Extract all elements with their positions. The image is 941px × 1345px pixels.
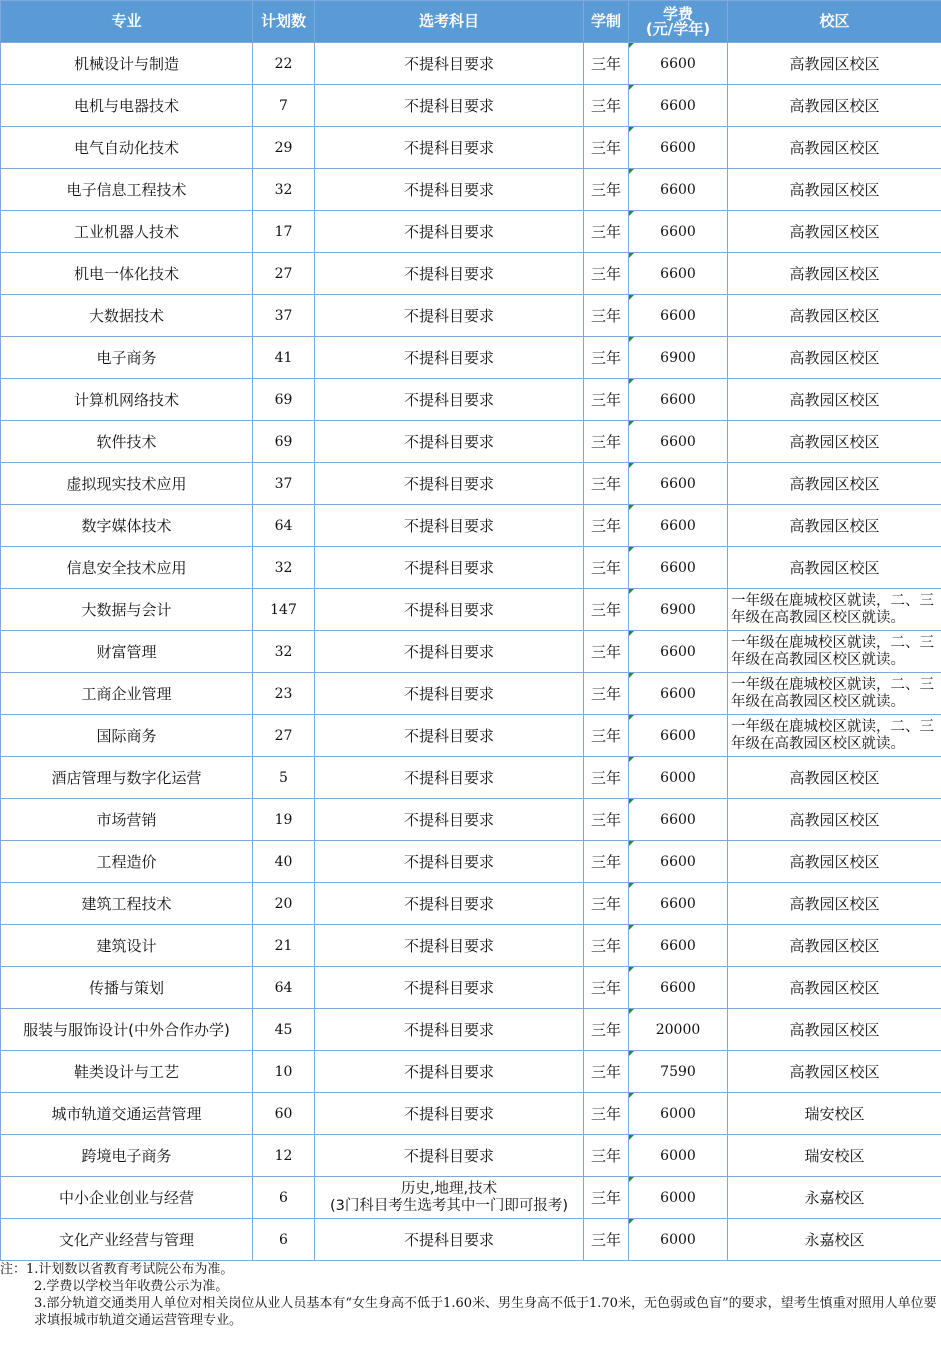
table-row	[1, 883, 941, 925]
plan-cell: 69	[253, 379, 315, 421]
duration-cell: 三年	[584, 1009, 629, 1051]
cell-marker-icon	[629, 337, 634, 342]
plan-cell: 29	[253, 127, 315, 169]
duration-cell: 三年	[584, 883, 629, 925]
note-1: 注：1.计划数以省教育考试院公布为准。	[0, 1262, 234, 1277]
duration-cell: 三年	[584, 295, 629, 337]
subjects-cell: 不提科目要求	[315, 1051, 584, 1093]
table-body	[1, 43, 941, 1261]
campus-cell: 高教园区校区	[728, 547, 941, 589]
header-campus: 校区	[728, 1, 941, 43]
plan-cell: 19	[253, 799, 315, 841]
header-fee-line2: (元/学年)	[645, 19, 711, 38]
header-major: 专业	[1, 1, 253, 43]
fee-cell	[629, 589, 728, 631]
fee-value: 6900	[660, 349, 696, 366]
duration-cell: 三年	[584, 337, 629, 379]
table-row	[1, 757, 941, 799]
major-cell: 文化产业经营与管理	[1, 1219, 253, 1261]
cell-marker-icon	[629, 1009, 634, 1014]
subjects-cell: 不提科目要求	[315, 589, 584, 631]
campus-cell: 高教园区校区	[728, 799, 941, 841]
duration-cell: 三年	[584, 1051, 629, 1093]
cell-marker-icon	[629, 967, 634, 972]
major-cell: 鞋类设计与工艺	[1, 1051, 253, 1093]
major-cell: 服装与服饰设计(中外合作办学)	[1, 1009, 253, 1051]
fee-cell	[629, 505, 728, 547]
cell-marker-icon	[629, 505, 634, 510]
table-row	[1, 1051, 941, 1093]
major-cell: 电子信息工程技术	[1, 169, 253, 211]
subjects-cell: 不提科目要求	[315, 1093, 584, 1135]
campus-cell: 永嘉校区	[728, 1219, 941, 1261]
fee-value: 6600	[660, 307, 696, 324]
fee-value: 6600	[660, 139, 696, 156]
fee-value: 6600	[660, 895, 696, 912]
fee-cell	[629, 925, 728, 967]
plan-cell: 32	[253, 547, 315, 589]
plan-cell: 32	[253, 169, 315, 211]
cell-marker-icon	[629, 1177, 634, 1182]
duration-cell: 三年	[584, 421, 629, 463]
fee-value: 6600	[660, 223, 696, 240]
fee-cell	[629, 715, 728, 757]
campus-cell: 一年级在鹿城校区就读，二、三年级在高教园区校区就读。	[728, 715, 941, 757]
campus-cell: 高教园区校区	[728, 295, 941, 337]
cell-marker-icon	[629, 1219, 634, 1224]
plan-cell: 37	[253, 295, 315, 337]
campus-cell: 高教园区校区	[728, 85, 941, 127]
fee-cell	[629, 1093, 728, 1135]
duration-cell: 三年	[584, 757, 629, 799]
plan-cell: 60	[253, 1093, 315, 1135]
duration-cell: 三年	[584, 673, 629, 715]
fee-cell	[629, 673, 728, 715]
subjects-cell: 不提科目要求	[315, 631, 584, 673]
campus-cell: 高教园区校区	[728, 883, 941, 925]
campus-cell: 高教园区校区	[728, 43, 941, 85]
duration-cell: 三年	[584, 967, 629, 1009]
major-cell: 酒店管理与数字化运营	[1, 757, 253, 799]
duration-cell: 三年	[584, 1219, 629, 1261]
subjects-cell: 不提科目要求	[315, 1009, 584, 1051]
fee-cell	[629, 463, 728, 505]
fee-value: 6900	[660, 601, 696, 618]
fee-cell	[629, 841, 728, 883]
major-cell: 虚拟现实技术应用	[1, 463, 253, 505]
campus-cell: 高教园区校区	[728, 841, 941, 883]
duration-cell: 三年	[584, 169, 629, 211]
subjects-cell: 不提科目要求	[315, 169, 584, 211]
fee-value: 6600	[660, 979, 696, 996]
plan-cell: 64	[253, 505, 315, 547]
header-fee-line1: 学费	[662, 4, 693, 23]
fee-value: 6600	[660, 433, 696, 450]
fee-value: 6600	[660, 475, 696, 492]
cell-marker-icon	[629, 589, 634, 594]
major-cell: 工商企业管理	[1, 673, 253, 715]
table-row	[1, 505, 941, 547]
fee-value: 6600	[660, 559, 696, 576]
duration-cell: 三年	[584, 589, 629, 631]
cell-marker-icon	[629, 85, 634, 90]
plan-cell: 17	[253, 211, 315, 253]
fee-value: 6600	[660, 97, 696, 114]
subjects-cell: 不提科目要求	[315, 463, 584, 505]
subjects-cell: 不提科目要求	[315, 253, 584, 295]
major-cell: 传播与策划	[1, 967, 253, 1009]
header-fee	[629, 1, 728, 43]
notes	[0, 1261, 941, 1329]
cell-marker-icon	[629, 169, 634, 174]
major-cell: 中小企业创业与经营	[1, 1177, 253, 1219]
campus-cell: 瑞安校区	[728, 1135, 941, 1177]
table-row	[1, 1093, 941, 1135]
table-row	[1, 463, 941, 505]
campus-cell: 高教园区校区	[728, 169, 941, 211]
campus-cell: 高教园区校区	[728, 211, 941, 253]
duration-cell: 三年	[584, 505, 629, 547]
major-cell: 机械设计与制造	[1, 43, 253, 85]
cell-marker-icon	[629, 1135, 634, 1140]
major-cell: 机电一体化技术	[1, 253, 253, 295]
duration-cell: 三年	[584, 925, 629, 967]
duration-cell: 三年	[584, 547, 629, 589]
table-row	[1, 1177, 941, 1219]
fee-cell	[629, 211, 728, 253]
fee-cell	[629, 1051, 728, 1093]
campus-cell: 瑞安校区	[728, 1093, 941, 1135]
table-row	[1, 715, 941, 757]
cell-marker-icon	[629, 799, 634, 804]
subjects-cell: 不提科目要求	[315, 127, 584, 169]
major-cell: 电气自动化技术	[1, 127, 253, 169]
header-duration: 学制	[584, 1, 629, 43]
campus-cell: 高教园区校区	[728, 967, 941, 1009]
plan-cell: 40	[253, 841, 315, 883]
subjects-cell: 不提科目要求	[315, 337, 584, 379]
duration-cell: 三年	[584, 1093, 629, 1135]
table-row	[1, 841, 941, 883]
plan-cell: 69	[253, 421, 315, 463]
subjects-line1: 历史,地理,技术	[400, 1180, 498, 1197]
plan-cell: 21	[253, 925, 315, 967]
subjects-cell: 不提科目要求	[315, 799, 584, 841]
header-subjects: 选考科目	[315, 1, 584, 43]
cell-marker-icon	[629, 127, 634, 132]
major-cell: 电机与电器技术	[1, 85, 253, 127]
campus-cell: 高教园区校区	[728, 1051, 941, 1093]
fee-value: 6000	[660, 1105, 696, 1122]
plan-cell: 6	[253, 1177, 315, 1219]
fee-cell	[629, 547, 728, 589]
fee-cell	[629, 379, 728, 421]
plan-cell: 12	[253, 1135, 315, 1177]
major-cell: 建筑工程技术	[1, 883, 253, 925]
fee-value: 6000	[660, 1147, 696, 1164]
subjects-cell: 不提科目要求	[315, 295, 584, 337]
fee-value: 6600	[660, 517, 696, 534]
subjects-cell: 不提科目要求	[315, 1135, 584, 1177]
fee-value: 6600	[660, 391, 696, 408]
fee-value: 6600	[660, 265, 696, 282]
major-cell: 国际商务	[1, 715, 253, 757]
fee-value: 6600	[660, 853, 696, 870]
table-row	[1, 211, 941, 253]
duration-cell: 三年	[584, 127, 629, 169]
subjects-cell: 不提科目要求	[315, 967, 584, 1009]
duration-cell: 三年	[584, 253, 629, 295]
plan-cell: 41	[253, 337, 315, 379]
cell-marker-icon	[629, 631, 634, 636]
duration-cell: 三年	[584, 1135, 629, 1177]
duration-cell: 三年	[584, 1177, 629, 1219]
fee-value: 6600	[660, 181, 696, 198]
table-row	[1, 547, 941, 589]
campus-cell: 高教园区校区	[728, 337, 941, 379]
table-row	[1, 295, 941, 337]
campus-cell: 高教园区校区	[728, 757, 941, 799]
plan-cell: 10	[253, 1051, 315, 1093]
fee-cell	[629, 1177, 728, 1219]
campus-cell: 一年级在鹿城校区就读，二、三年级在高教园区校区就读。	[728, 673, 941, 715]
cell-marker-icon	[629, 757, 634, 762]
fee-cell	[629, 127, 728, 169]
campus-cell: 高教园区校区	[728, 505, 941, 547]
fee-cell	[629, 253, 728, 295]
cell-marker-icon	[629, 1051, 634, 1056]
plan-cell: 23	[253, 673, 315, 715]
fee-cell	[629, 85, 728, 127]
subjects-cell	[315, 1177, 584, 1219]
major-cell: 电子商务	[1, 337, 253, 379]
duration-cell: 三年	[584, 463, 629, 505]
cell-marker-icon	[629, 673, 634, 678]
cell-marker-icon	[629, 883, 634, 888]
fee-cell	[629, 421, 728, 463]
subjects-cell: 不提科目要求	[315, 379, 584, 421]
plan-cell: 45	[253, 1009, 315, 1051]
cell-marker-icon	[629, 253, 634, 258]
fee-cell	[629, 295, 728, 337]
campus-cell: 高教园区校区	[728, 1009, 941, 1051]
major-cell: 工业机器人技术	[1, 211, 253, 253]
campus-cell: 高教园区校区	[728, 253, 941, 295]
campus-cell: 高教园区校区	[728, 379, 941, 421]
fee-cell	[629, 1219, 728, 1261]
major-cell: 工程造价	[1, 841, 253, 883]
cell-marker-icon	[629, 295, 634, 300]
duration-cell: 三年	[584, 43, 629, 85]
fee-cell	[629, 799, 728, 841]
major-cell: 大数据与会计	[1, 589, 253, 631]
fee-cell	[629, 883, 728, 925]
subjects-cell: 不提科目要求	[315, 715, 584, 757]
fee-value: 6600	[660, 55, 696, 72]
major-cell: 市场营销	[1, 799, 253, 841]
plan-cell: 6	[253, 1219, 315, 1261]
major-cell: 建筑设计	[1, 925, 253, 967]
plan-cell: 20	[253, 883, 315, 925]
fee-value: 6600	[660, 643, 696, 660]
subjects-cell: 不提科目要求	[315, 211, 584, 253]
fee-cell	[629, 1135, 728, 1177]
plan-cell: 147	[253, 589, 315, 631]
table-row	[1, 925, 941, 967]
cell-marker-icon	[629, 547, 634, 552]
fee-cell	[629, 1009, 728, 1051]
plan-cell: 64	[253, 967, 315, 1009]
table-row	[1, 799, 941, 841]
plan-cell: 5	[253, 757, 315, 799]
duration-cell: 三年	[584, 715, 629, 757]
note-2: 2.学费以学校当年收费公示为准。	[34, 1279, 229, 1294]
table-row	[1, 43, 941, 85]
campus-cell: 高教园区校区	[728, 925, 941, 967]
cell-marker-icon	[629, 715, 634, 720]
fee-cell	[629, 169, 728, 211]
subjects-cell: 不提科目要求	[315, 673, 584, 715]
table-row	[1, 421, 941, 463]
subjects-cell: 不提科目要求	[315, 757, 584, 799]
plan-cell: 27	[253, 253, 315, 295]
cell-marker-icon	[629, 1093, 634, 1098]
table-row	[1, 169, 941, 211]
cell-marker-icon	[629, 421, 634, 426]
cell-marker-icon	[629, 925, 634, 930]
plan-cell: 7	[253, 85, 315, 127]
subjects-cell: 不提科目要求	[315, 1219, 584, 1261]
fee-cell	[629, 631, 728, 673]
campus-cell: 高教园区校区	[728, 463, 941, 505]
subjects-cell: 不提科目要求	[315, 505, 584, 547]
campus-cell: 一年级在鹿城校区就读，二、三年级在高教园区校区就读。	[728, 589, 941, 631]
major-cell: 城市轨道交通运营管理	[1, 1093, 253, 1135]
major-cell: 跨境电子商务	[1, 1135, 253, 1177]
fee-value: 7590	[660, 1063, 696, 1080]
fee-value: 6600	[660, 811, 696, 828]
subjects-cell: 不提科目要求	[315, 925, 584, 967]
plan-cell: 37	[253, 463, 315, 505]
major-cell: 财富管理	[1, 631, 253, 673]
table-row	[1, 85, 941, 127]
header-plan: 计划数	[253, 1, 315, 43]
cell-marker-icon	[629, 841, 634, 846]
fee-cell	[629, 967, 728, 1009]
campus-cell: 高教园区校区	[728, 421, 941, 463]
campus-cell: 一年级在鹿城校区就读，二、三年级在高教园区校区就读。	[728, 631, 941, 673]
cell-marker-icon	[629, 43, 634, 48]
plan-cell: 22	[253, 43, 315, 85]
table-row	[1, 1219, 941, 1261]
duration-cell: 三年	[584, 85, 629, 127]
table-row	[1, 631, 941, 673]
duration-cell: 三年	[584, 631, 629, 673]
duration-cell: 三年	[584, 379, 629, 421]
cell-marker-icon	[629, 463, 634, 468]
major-cell: 软件技术	[1, 421, 253, 463]
duration-cell: 三年	[584, 841, 629, 883]
subjects-cell: 不提科目要求	[315, 85, 584, 127]
subjects-cell: 不提科目要求	[315, 43, 584, 85]
note-3: 3.部分轨道交通类用人单位对相关岗位从业人员基本有“女生身高不低于1.60米、男生身高不低于1.70米，无色弱或色盲”的要求，望考生慎重对照用人单位要求填报城市轨道交通运营管理专业。	[34, 1296, 937, 1328]
table-row	[1, 253, 941, 295]
table-row	[1, 1135, 941, 1177]
table-row	[1, 127, 941, 169]
subjects-line2: (3门科目考生选考其中一门即可报考)	[329, 1197, 569, 1214]
cell-marker-icon	[629, 211, 634, 216]
plan-cell: 27	[253, 715, 315, 757]
cell-marker-icon	[629, 379, 634, 384]
fee-value: 6600	[660, 727, 696, 744]
subjects-cell: 不提科目要求	[315, 421, 584, 463]
table-row	[1, 673, 941, 715]
major-cell: 信息安全技术应用	[1, 547, 253, 589]
campus-cell: 永嘉校区	[728, 1177, 941, 1219]
fee-cell	[629, 43, 728, 85]
duration-cell: 三年	[584, 211, 629, 253]
major-cell: 大数据技术	[1, 295, 253, 337]
fee-value: 6600	[660, 937, 696, 954]
subjects-cell: 不提科目要求	[315, 547, 584, 589]
campus-cell: 高教园区校区	[728, 127, 941, 169]
table-row	[1, 967, 941, 1009]
table-row	[1, 379, 941, 421]
table-row	[1, 589, 941, 631]
fee-cell	[629, 757, 728, 799]
table-row	[1, 337, 941, 379]
major-cell: 计算机网络技术	[1, 379, 253, 421]
subjects-cell: 不提科目要求	[315, 841, 584, 883]
fee-value: 20000	[655, 1021, 701, 1038]
duration-cell: 三年	[584, 799, 629, 841]
subjects-cell: 不提科目要求	[315, 883, 584, 925]
major-cell: 数字媒体技术	[1, 505, 253, 547]
fee-value: 6000	[660, 1231, 696, 1248]
fee-value: 6600	[660, 685, 696, 702]
header-row	[1, 1, 941, 43]
fee-value: 6000	[660, 1189, 696, 1206]
fee-cell	[629, 337, 728, 379]
plan-cell: 32	[253, 631, 315, 673]
table-row	[1, 1009, 941, 1051]
fee-value: 6000	[660, 769, 696, 786]
